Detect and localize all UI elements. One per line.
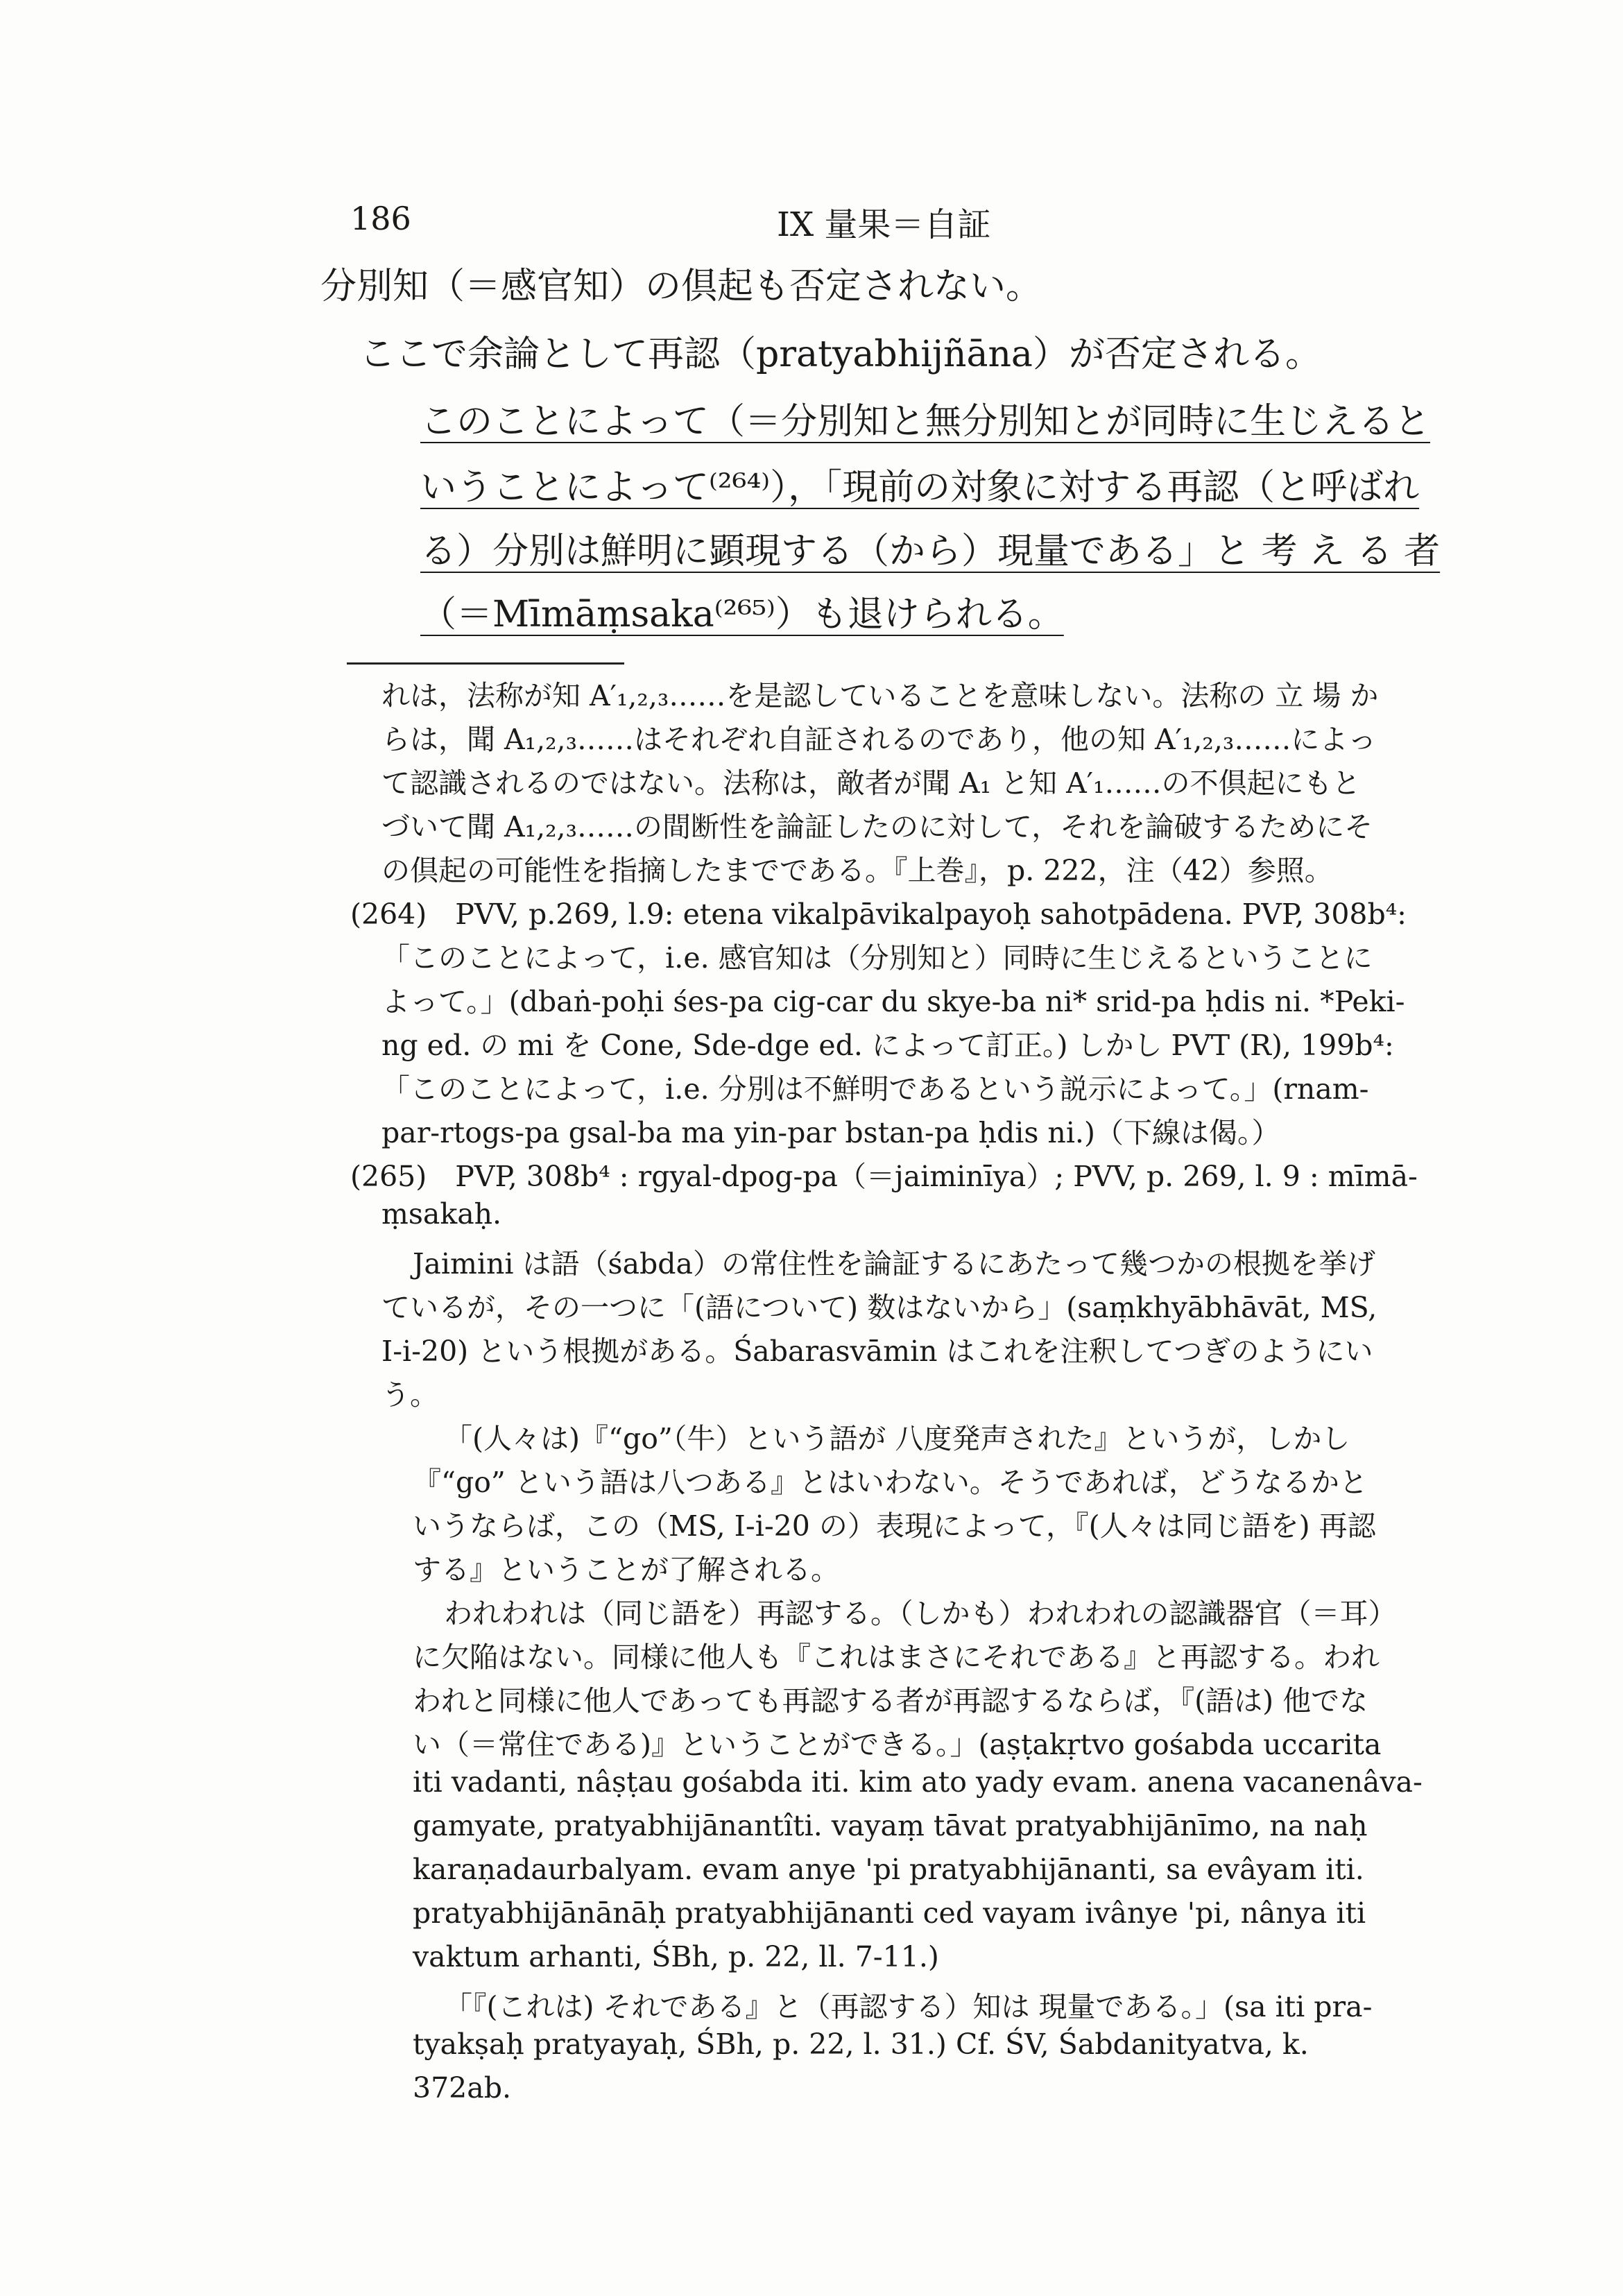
footnote-line: 「『(これは) それである』と（再認する）知は 現量である。」(sa iti pra- — [444, 1990, 1373, 2023]
footnote-line: gamyate, pratyabhijānantîti. vayaṃ tāvat pratyabhijānīmo, na naḥ — [413, 1809, 1368, 1842]
footnote-line: 372ab. — [413, 2071, 511, 2105]
footnote-line: われと同様に他人であっても再認する者が再認するならば，『(語は) 他でな — [413, 1684, 1368, 1717]
footnote-line: ているが，その一つに「(語について) 数はないから」(saṃkhyābhāvāt, MS, — [381, 1291, 1377, 1324]
footnote-line: par-rtogs-pa gsal-ba ma yin-par bstan-pa ḥdis ni.)（下線は偈。） — [381, 1116, 1280, 1149]
footnote-line: われわれは（同じ語を）再認する。（しかも）われわれの認識器官（＝耳） — [444, 1597, 1397, 1630]
footnote-line: て認識されるのではない。法称は，敵者が聞 A₁ と知 A′₁……の不倶起にもと — [381, 766, 1361, 800]
footnote-line: I-i-20) という根拠がある。Śabarasvāmin はこれを注釈してつぎのようにい — [381, 1335, 1373, 1368]
footnote-line: (265) PVP, 308b⁴ : rgyal-dpog-pa（＝jaiminīya）; PVV, p. 269, l. 9 : mīmā- — [350, 1160, 1418, 1193]
footnote-line: iti vadanti, nâṣṭau gośabda iti. kim ato yady evam. anena vacanenâva- — [413, 1765, 1423, 1799]
footnote-line: 『“go” という語は八つある』とはいわない。そうであれば，どうなるかと — [413, 1466, 1368, 1499]
footnote-line: い（＝常住である)』ということができる。」(aṣṭakṛtvo gośabda uccarita — [413, 1728, 1382, 1761]
footnote-line: に欠陥はない。同様に他人も『これはまさにそれである』と再認する。われ — [413, 1640, 1380, 1674]
footnote-line: づいて聞 A₁,₂,₃……の間断性を論証したのに対して，それを論破するためにそ — [381, 810, 1373, 843]
quote-line: る）分別は鮮明に顕現する（から）現量である」と 考 え る 者 — [420, 531, 1441, 572]
footnote-line: う。 — [381, 1378, 438, 1412]
footnote-line: らは，聞 A₁,₂,₃……はそれぞれ自証されるのであり，他の知 A′₁,₂,₃……によっ — [381, 723, 1377, 756]
footnote-line: pratyabhijānānāḥ pratyabhijānanti ced vayam ivânye 'pi, nânya iti — [413, 1896, 1366, 1930]
footnote-line: 「このことによって，i.e. 感官知は（分別知と）同時に生じえるということに — [381, 941, 1373, 975]
footnote-line: 「(人々は)『“go”（牛）という語が 八度発声された』というが，しかし — [444, 1422, 1350, 1455]
footnote-line: よって。」(dbaṅ-poḥi śes-pa cig-car du skye-ba ni* srid-pa ḥdis ni. *Peki- — [381, 985, 1405, 1018]
footnote-line: (264) PVV, p.269, l.9: etena vikalpāvikalpayoḥ sahotpādena. PVP, 308b⁴: — [350, 898, 1407, 931]
footnote-line: ṃsakaḥ. — [381, 1197, 502, 1231]
footnote-line: れは，法称が知 A′₁,₂,₃……を是認していることを意味しない。法称の 立 場 か — [381, 679, 1379, 712]
footnote-line: 「このことによって，i.e. 分別は不鮮明であるという説示によって。」(rnam- — [381, 1072, 1369, 1106]
footnote-line: ng ed. の mi を Cone, Sde-dge ed. によって訂正。) しかし PVT (R), 199b⁴: — [381, 1029, 1394, 1062]
footnote-line: Jaimini は語（śabda）の常住性を論証するにあたって幾つかの根拠を挙げ — [413, 1247, 1375, 1280]
footnote-line: する』ということが了解される。 — [413, 1553, 839, 1586]
body-line: ここで余論として再認（pratyabhijñāna）が否定される。 — [359, 334, 1321, 375]
footnote-line: tyakṣaḥ pratyayaḥ, ŚBh, p. 22, l. 31.) Cf. ŚV, Śabdanityatva, k. — [413, 2028, 1309, 2061]
chapter-title: IX 量果＝自証 — [777, 205, 991, 244]
quote-line: （＝Mīmāṃsaka⁽²⁶⁵⁾）も退けられる。 — [420, 594, 1064, 635]
footnote-rule — [347, 662, 624, 665]
quote-line: いうことによって⁽²⁶⁴⁾），「現前の対象に対する再認（と呼ばれ — [420, 467, 1420, 508]
body-line: 分別知（＝感官知）の倶起も否定されない。 — [320, 266, 1042, 307]
footnote-line: vaktum arhanti, ŚBh, p. 22, ll. 7-11.) — [413, 1940, 939, 1973]
page-number: 186 — [350, 200, 411, 237]
footnote-line: karaṇadaurbalyam. evam anye 'pi pratyabhijānanti, sa evâyam iti. — [413, 1853, 1364, 1886]
quote-line: このことによって（＝分別知と無分別知とが同時に生じえると — [420, 401, 1431, 443]
footnote-line: の倶起の可能性を指摘したまでである。『上巻』，p. 222，注（42）参照。 — [381, 854, 1333, 887]
footnote-line: いうならば，この（MS, I-i-20 の）表現によって，『(人々は同じ語を) 再認 — [413, 1509, 1376, 1543]
